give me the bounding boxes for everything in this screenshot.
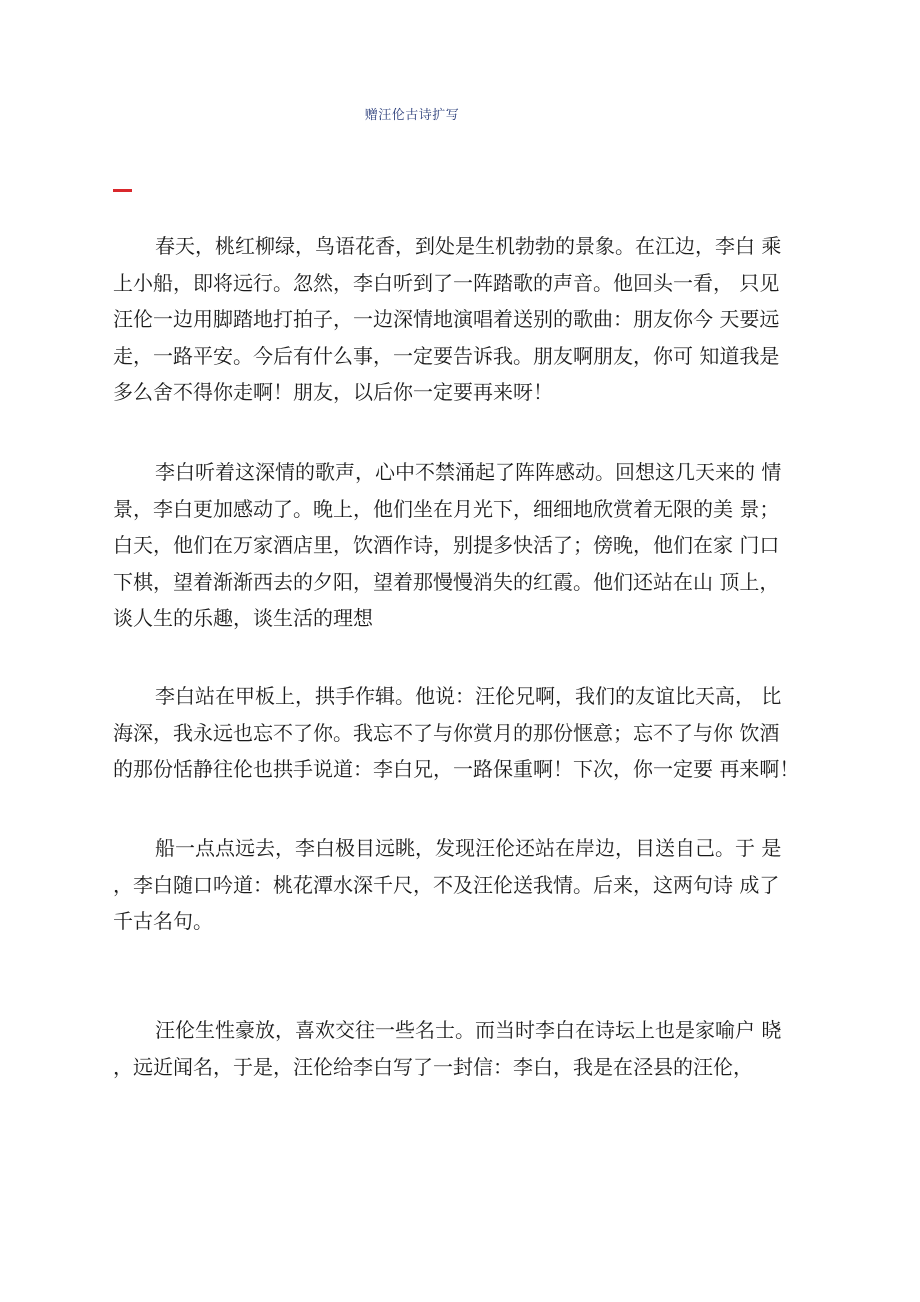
paragraph-4 [113,830,831,940]
paragraph-line: 景，李白更加感动了。晚上，他们坐在月光下，细细地欣赏着无限的美 景； [113,496,780,521]
paragraph-line: 春天，桃红柳绿，鸟语花香，到处是生机勃勃的景象。在江边，李白 乘 [155,234,782,258]
paragraph-line: 汪伦生性豪放，喜欢交往一些名士。而当时李白在诗坛上也是家喻户 晓 [155,1018,782,1042]
paragraph-2 [113,454,831,637]
paragraph-5 [113,1012,831,1085]
paragraph-line: 走，一路平安。今后有什么事，一定要告诉我。朋友啊朋友，你可 知道我是 [113,343,780,368]
paragraph-line: 上小船，即将远行。忽然，李白听到了一阵踏歌的声音。他回头一看， 只见 [113,270,780,295]
red-accent-mark [113,189,132,192]
paragraph-line: 汪伦一边用脚踏地打拍子，一边深情地演唱着送别的歌曲：朋友你今 天要远 [113,307,780,331]
paragraph-3 [113,678,831,788]
document-title: 赠汪伦古诗扩写 [364,108,460,123]
paragraph-line: 的那份恬静往伦也拱手说道：李白兄，一路保重啊！下次，你一定要 再来啊！ [113,757,800,781]
paragraph-line: 海深，我永远也忘不了你。我忘不了与你赏月的那份惬意；忘不了与你 饮酒 [113,720,780,745]
paragraph-line: 多么舍不得你走啊！朋友，以后你一定要再来呀！ [113,380,553,404]
paragraph-line: 李白站在甲板上，拱手作辑。他说：汪伦兄啊，我们的友谊比天高， 比 [155,684,782,708]
paragraph-line: ，李白随口吟道：桃花潭水深千尺，不及汪伦送我情。后来，这两句诗 成了 [113,872,780,897]
paragraph-line: 李白听着这深情的歌声，心中不禁涌起了阵阵感动。回想这几天来的 情 [155,460,782,484]
paragraph-line: 下棋，望着渐渐西去的夕阳，望着那慢慢消失的红霞。他们还站在山 顶上， [113,569,780,594]
paragraph-line: 谈人生的乐趣，谈生活的理想 [113,606,373,630]
paragraph-line: 白天，他们在万家酒店里，饮酒作诗，别提多快活了；傍晚，他们在家 门口 [113,533,780,557]
paragraph-line: 船一点点远去，李白极目远眺，发现汪伦还站在岸边，目送自己。于 是 [155,836,782,860]
paragraph-1 [113,228,831,411]
paragraph-line: ，远近闻名，于是，汪伦给李白写了一封信：李白，我是在泾县的汪伦， [113,1054,753,1079]
paragraph-line: 千古名句。 [113,909,213,933]
